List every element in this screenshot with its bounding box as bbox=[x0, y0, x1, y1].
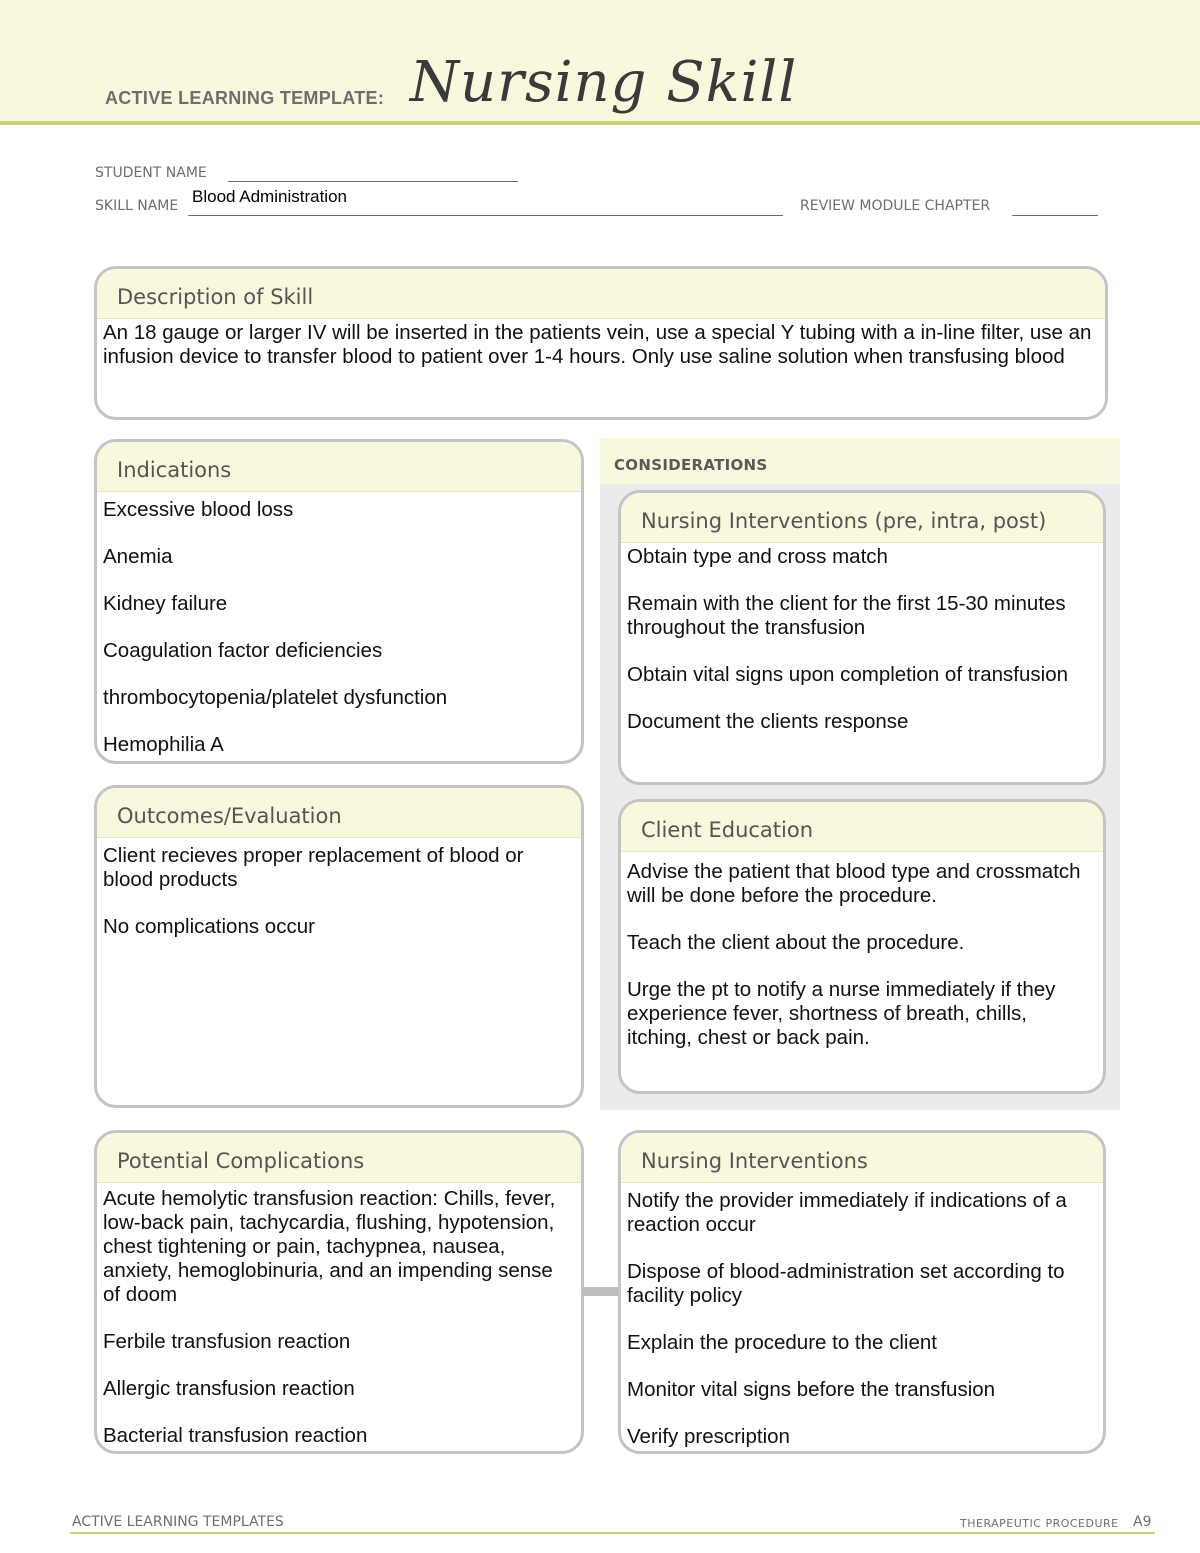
skill-name-label: SKILL NAME bbox=[95, 198, 179, 214]
description-text: An 18 gauge or larger IV will be inserted in the patients vein, use a special Y tubing with a in-line filter, use an infusion device to transfer blood to patient over 1-4 hours. Only use saline solution when transfusing blood bbox=[103, 321, 1092, 368]
footer-right-label: THERAPEUTIC PROCEDURE bbox=[960, 1517, 1119, 1530]
description-title: Description of Skill bbox=[97, 269, 1105, 319]
indication-item: Excessive blood loss bbox=[103, 498, 294, 521]
outcomes-title: Outcomes/Evaluation bbox=[97, 788, 581, 838]
complication-intervention-item: Monitor vital signs before the transfusion bbox=[627, 1378, 996, 1401]
education-item: Advise the patient that blood type and crossmatch will be done before the procedure. bbox=[627, 860, 1081, 907]
connector-bar bbox=[582, 1287, 620, 1296]
complication-item: Ferbile transfusion reaction bbox=[103, 1330, 351, 1353]
review-module-label: REVIEW MODULE CHAPTER bbox=[800, 198, 991, 214]
complication-intervention-item: Notify the provider immediately if indications of a reaction occur bbox=[627, 1189, 1067, 1236]
complication-item: Bacterial transfusion reaction bbox=[103, 1424, 368, 1447]
footer-left-label: ACTIVE LEARNING TEMPLATES bbox=[72, 1514, 284, 1530]
indications-box bbox=[94, 439, 584, 764]
education-item: Urge the pt to notify a nurse immediately if they experience fever, shortness of breath, chills, itching, chest or back pain. bbox=[627, 978, 1056, 1049]
intervention-item: Remain with the client for the first 15-30 minutes throughout the transfusion bbox=[627, 592, 1066, 639]
considerations-label: CONSIDERATIONS bbox=[614, 456, 768, 474]
potential-complications-box bbox=[94, 1130, 584, 1454]
student-name-field[interactable] bbox=[228, 181, 518, 182]
indication-item: Kidney failure bbox=[103, 592, 228, 615]
page-number: A9 bbox=[1133, 1514, 1152, 1530]
outcomes-box bbox=[94, 785, 584, 1108]
indication-item: thrombocytopenia/platelet dysfunction bbox=[103, 686, 448, 709]
complication-item: Acute hemolytic transfusion reaction: Chills, fever, low-back pain, tachycardia, flushing, hypotension, chest tightening or pain, tachypnea, nausea, anxiety, hemoglobinuria, and an impending sense of doom bbox=[103, 1187, 556, 1306]
client-education-box bbox=[618, 799, 1106, 1094]
outcome-item: No complications occur bbox=[103, 915, 315, 938]
nursing-interventions-box bbox=[618, 490, 1106, 785]
skill-name-field[interactable] bbox=[188, 215, 783, 216]
nursing-interventions-title: Nursing Interventions (pre, intra, post) bbox=[621, 493, 1103, 543]
skill-name-value: Blood Administration bbox=[192, 187, 347, 206]
intervention-item: Obtain vital signs upon completion of transfusion bbox=[627, 663, 1069, 686]
outcome-item: Client recieves proper replacement of blood or blood products bbox=[103, 844, 524, 891]
complication-intervention-item: Verify prescription bbox=[627, 1425, 790, 1448]
template-label: ACTIVE LEARNING TEMPLATE: bbox=[105, 88, 385, 108]
intervention-item: Obtain type and cross match bbox=[627, 545, 888, 568]
indication-item: Anemia bbox=[103, 545, 173, 568]
indication-item: Hemophilia A bbox=[103, 733, 224, 756]
page-title: Nursing Skill bbox=[410, 50, 798, 115]
indications-title: Indications bbox=[97, 442, 581, 492]
potential-complications-title: Potential Complications bbox=[97, 1133, 581, 1183]
student-name-label: STUDENT NAME bbox=[95, 165, 207, 181]
education-item: Teach the client about the procedure. bbox=[627, 931, 965, 954]
complication-interventions-title: Nursing Interventions bbox=[621, 1133, 1103, 1183]
client-education-title: Client Education bbox=[621, 802, 1103, 852]
complication-interventions-box bbox=[618, 1130, 1106, 1454]
footer-divider bbox=[70, 1532, 1155, 1534]
complication-intervention-item: Dispose of blood-administration set according to facility policy bbox=[627, 1260, 1065, 1307]
complication-item: Allergic transfusion reaction bbox=[103, 1377, 355, 1400]
description-box bbox=[94, 266, 1108, 420]
review-module-field[interactable] bbox=[1012, 215, 1098, 216]
complication-intervention-item: Explain the procedure to the client bbox=[627, 1331, 937, 1354]
indication-item: Coagulation factor deficiencies bbox=[103, 639, 383, 662]
intervention-item: Document the clients response bbox=[627, 710, 909, 733]
